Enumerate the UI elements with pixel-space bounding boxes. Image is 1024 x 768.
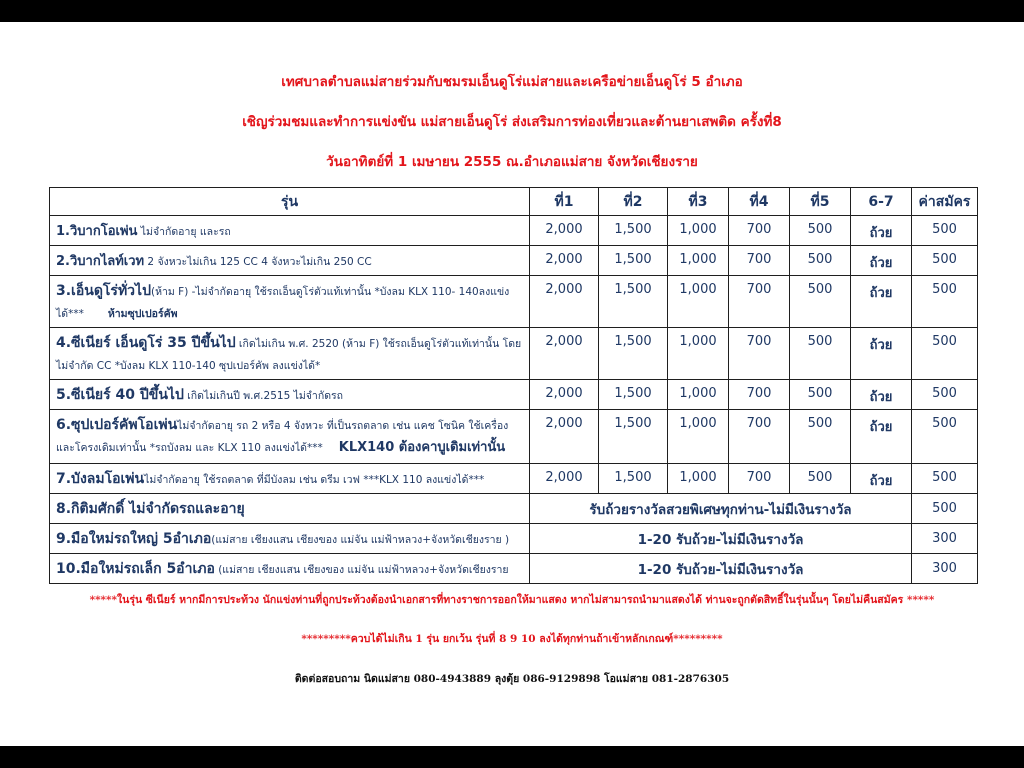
class-desc: (แม่สาย เชียงแสน เชียงของ แม่จัน แม่ฟ้าหลวง+จังหวัดเชียงราย ): [211, 534, 510, 546]
class-cell: [50, 524, 530, 554]
entry-fee: 500: [912, 216, 978, 246]
prize-5: 500: [790, 328, 851, 380]
prize-1: 2,000: [530, 380, 599, 410]
protest-note: *****ในรุ่น ซีเนียร์ หากมีการประท้วง นักแข่งท่านที่ถูกประท้วงต้องนำเอกสารที่ทางราชการออกให้มาแสดง หากไม่สามารถนำมาแสดงได้ ท่านจะถูกตัดสิทธิ์ในรุ่นนั้นๆ โดยไม่คืนสมัคร *****: [89, 594, 935, 606]
class-cell: [50, 410, 530, 464]
class-desc: 2 จังหวะไม่เกิน 125 CC 4 จังหวะไม่เกิน 250 CC: [144, 256, 372, 268]
class-desc: ไม่จำกัดอายุ ใช้รถตลาด ที่มีบังลม เช่น ดรีม เวฟ ***KLX 110 ลงแข่งได้***: [144, 474, 485, 486]
class-name: 10.มือใหม่รถเล็ก 5อำเภอ: [56, 561, 215, 577]
header-place-4: ที่4: [729, 188, 790, 216]
header-place-6-7: 6-7: [851, 188, 912, 216]
prize-2: 1,500: [599, 464, 668, 494]
prize-1: 2,000: [530, 464, 599, 494]
prize-3: 1,000: [668, 380, 729, 410]
prize-5: 500: [790, 216, 851, 246]
prize-5: 500: [790, 246, 851, 276]
class-extra: ห้ามซุปเปอร์คัพ: [107, 308, 178, 320]
prize-3: 1,000: [668, 328, 729, 380]
class-cell: [50, 380, 530, 410]
class-desc: ไม่จำกัดอายุ รถ 2 หรือ 4 จังหวะ ที่เป็นรถตลาด เช่น แคช โซนิค ใช้เครื่องและโครงเดิมเท่านั้น *รถบังลม และ KLX 110 ลงแข่งได้***: [56, 420, 509, 454]
prize-2: 1,500: [599, 380, 668, 410]
merged-prize-cell: รับถ้วยรางวัลสวยพิเศษทุกท่าน-ไม่มีเงินรางวัล: [530, 494, 912, 524]
prize-2: 1,500: [599, 246, 668, 276]
prize-4: 700: [729, 464, 790, 494]
entry-fee: 500: [912, 410, 978, 464]
entry-fee: 500: [912, 494, 978, 524]
header-place-3: ที่3: [668, 188, 729, 216]
entry-fee: 300: [912, 524, 978, 554]
prize-1: 2,000: [530, 216, 599, 246]
class-cell: [50, 464, 530, 494]
class-name: 6.ซุปเปอร์คัพโอเพ่น: [56, 417, 178, 433]
prize-5: 500: [790, 410, 851, 464]
table-row: [50, 328, 978, 380]
entry-limit-note: *********ควบได้ไม่เกิน 1 รุ่น ยกเว้น รุ่นที่ 8 9 10 ลงได้ทุกท่านถ้าเข้าหลักเกณฑ์*********: [301, 633, 723, 645]
class-desc: เกิดไม่เกินปี พ.ศ.2515 ไม่จำกัดรถ: [183, 390, 344, 402]
class-extra: KLX140 ต้องคาบูเดิมเท่านั้น: [338, 440, 506, 455]
table-header-row: [50, 188, 978, 216]
table-row: [50, 554, 978, 584]
header-place-2: ที่2: [599, 188, 668, 216]
table-row: [50, 380, 978, 410]
race-class-table: [49, 187, 978, 584]
prize-3: 1,000: [668, 464, 729, 494]
prize-6-7: ถ้วย: [851, 246, 912, 276]
prize-1: 2,000: [530, 328, 599, 380]
prize-3: 1,000: [668, 216, 729, 246]
table-row: [50, 410, 978, 464]
merged-prize-cell: 1-20 รับถ้วย-ไม่มีเงินรางวัล: [530, 524, 912, 554]
table-row: [50, 524, 978, 554]
prize-1: 2,000: [530, 276, 599, 328]
class-cell: [50, 494, 530, 524]
class-cell: [50, 554, 530, 584]
table-row: [50, 464, 978, 494]
class-name: 7.บังลมโอเพ่น: [56, 471, 145, 487]
title-date: วันอาทิตย์ที่ 1 เมษายน 2555 ณ.อำเภอแม่สาย จังหวัดเชียงราย: [326, 154, 698, 170]
prize-2: 1,500: [599, 216, 668, 246]
class-cell: [50, 246, 530, 276]
class-cell: [50, 216, 530, 246]
entry-fee: 500: [912, 276, 978, 328]
class-name: 3.เอ็นดูโร่ทั่วไป: [56, 283, 151, 299]
prize-6-7: ถ้วย: [851, 216, 912, 246]
class-cell: [50, 328, 530, 380]
class-desc: (ห้าม F) -ไม่จำกัดอายุ ใช้รถเอ็นดูโร่ตัวแท้เท่านั้น *บังลม KLX 110- 140ลงแข่งได้***: [56, 286, 510, 320]
prize-3: 1,000: [668, 410, 729, 464]
entry-fee: 300: [912, 554, 978, 584]
prize-6-7: ถ้วย: [851, 380, 912, 410]
class-name: 4.ซีเนียร์ เอ็นดูโร่ 35 ปีขึ้นไป: [56, 335, 236, 351]
table-row: [50, 216, 978, 246]
class-cell: [50, 276, 530, 328]
prize-6-7: ถ้วย: [851, 328, 912, 380]
table-row: [50, 276, 978, 328]
entry-fee: 500: [912, 246, 978, 276]
prize-2: 1,500: [599, 328, 668, 380]
prize-4: 700: [729, 246, 790, 276]
header-class: รุ่น: [50, 188, 530, 216]
prize-1: 2,000: [530, 246, 599, 276]
prize-5: 500: [790, 464, 851, 494]
class-desc: เกิดไม่เกิน พ.ศ. 2520 (ห้าม F) ใช้รถเอ็นดูโร่ตัวแท้เท่านั้น โดยไม่จำกัด CC *บังลม KLX 110-140 ซุปเปอร์คัพ ลงแข่งได้*: [56, 338, 522, 372]
table-row: [50, 494, 978, 524]
class-name: 9.มือใหม่รถใหญ่ 5อำเภอ: [56, 531, 212, 547]
class-name: 5.ซีเนียร์ 40 ปีขึ้นไป: [56, 387, 184, 403]
prize-4: 700: [729, 380, 790, 410]
header-place-5: ที่5: [790, 188, 851, 216]
header-place-1: ที่1: [530, 188, 599, 216]
class-name: 1.วิบากโอเพ่น: [56, 224, 138, 239]
prize-3: 1,000: [668, 246, 729, 276]
prize-4: 700: [729, 410, 790, 464]
prize-6-7: ถ้วย: [851, 276, 912, 328]
contact-info: ติดต่อสอบถาม นิดแม่สาย 080-4943889 ลุงตุ้ย 086-9129898 โอแม่สาย 081-2876305: [294, 673, 730, 685]
prize-6-7: ถ้วย: [851, 464, 912, 494]
merged-prize-cell: 1-20 รับถ้วย-ไม่มีเงินรางวัล: [530, 554, 912, 584]
prize-2: 1,500: [599, 410, 668, 464]
prize-4: 700: [729, 216, 790, 246]
entry-fee: 500: [912, 328, 978, 380]
prize-4: 700: [729, 328, 790, 380]
title-organizer: เทศบาลตำบลแม่สายร่วมกับชมรมเอ็นดูโร่แม่สายและเครือข่ายเอ็นดูโร่ 5 อำเภอ: [281, 74, 743, 90]
class-desc: (แม่สาย เชียงแสน เชียงของ แม่จัน แม่ฟ้าหลวง+จังหวัดเชียงราย: [214, 564, 509, 576]
prize-3: 1,000: [668, 276, 729, 328]
prize-2: 1,500: [599, 276, 668, 328]
class-desc: ไม่จำกัดอายุ และรถ: [137, 226, 231, 238]
prize-5: 500: [790, 380, 851, 410]
entry-fee: 500: [912, 464, 978, 494]
document-page: [0, 22, 1024, 746]
entry-fee: 500: [912, 380, 978, 410]
header-entry-fee: ค่าสมัคร: [912, 188, 978, 216]
table-row: [50, 246, 978, 276]
prize-4: 700: [729, 276, 790, 328]
prize-5: 500: [790, 276, 851, 328]
prize-1: 2,000: [530, 410, 599, 464]
class-name: 2.วิบากไลท์เวท: [56, 254, 145, 269]
class-name: 8.กิติมศักดิ์ ไม่จำกัดรถและอายุ: [56, 501, 245, 517]
title-invitation: เชิญร่วมชมและทำการแข่งขัน แม่สายเอ็นดูโร่ ส่งเสริมการท่องเที่ยวและต้านยาเสพติด ครั้งที่8: [242, 114, 782, 130]
prize-6-7: ถ้วย: [851, 410, 912, 464]
